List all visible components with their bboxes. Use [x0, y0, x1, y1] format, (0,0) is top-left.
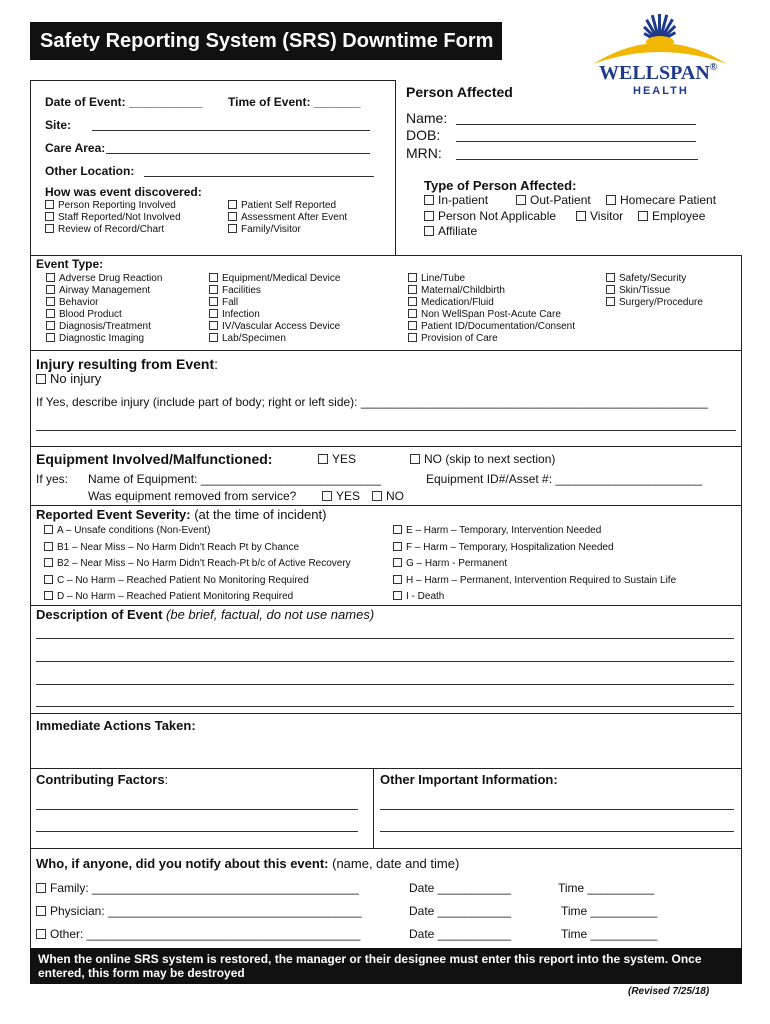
no-injury-option[interactable]: No injury [36, 371, 101, 386]
event-type-option[interactable]: Patient ID/Documentation/Consent [408, 321, 575, 333]
severity-options-left [44, 523, 351, 606]
date-of-event-label[interactable]: Date of Event: ___________ [45, 95, 203, 109]
site-label: Site: [45, 118, 72, 132]
checkbox-icon[interactable] [408, 285, 417, 294]
description-line[interactable] [36, 661, 734, 662]
severity-option[interactable]: C – No Harm – Reached Patient No Monitoring Required [44, 573, 351, 590]
name-field[interactable] [456, 124, 696, 125]
severity-option[interactable]: E – Harm – Temporary, Intervention Needed [393, 523, 676, 540]
revision-date: (Revised 7/25/18) [628, 986, 710, 997]
section-divider [30, 768, 742, 769]
section-divider [30, 713, 742, 714]
person-type-affiliate[interactable]: Affiliate [424, 224, 477, 238]
person-type-employee[interactable]: Employee [638, 209, 705, 223]
description-line[interactable] [36, 684, 734, 685]
footer-instructions: When the online SRS system is restored, the manager or their designee must enter this report into the system. Once entered, this form may be destroyed [30, 948, 742, 984]
severity-heading: Reported Event Severity: (at the time of incident) [36, 507, 327, 522]
discovered-option[interactable]: Review of Record/Chart [45, 224, 181, 236]
checkbox-icon[interactable] [46, 333, 55, 342]
contributing-line[interactable] [36, 809, 358, 810]
logo-wordmark: WELLSPAN [599, 62, 710, 84]
person-affected-heading: Person Affected [406, 84, 513, 100]
other-location-label: Other Location: [45, 164, 135, 178]
event-type-option[interactable]: Fall [209, 297, 340, 309]
logo-subtitle: HEALTH [633, 85, 689, 97]
other-info-line[interactable] [380, 831, 734, 832]
checkbox-icon[interactable] [44, 558, 53, 567]
column-divider [373, 768, 374, 848]
notify-family-row[interactable]: Family: ________________________________________ [36, 881, 359, 895]
time-of-event-label[interactable]: Time of Event: _______ [228, 95, 361, 109]
notify-other-row[interactable]: Other: _________________________________________ [36, 927, 360, 941]
event-type-option[interactable]: Diagnosis/Treatment [46, 321, 162, 333]
severity-option[interactable]: D – No Harm – Reached Patient Monitoring Required [44, 589, 351, 606]
type-of-person-heading: Type of Person Affected: [424, 178, 577, 193]
checkbox-icon[interactable] [36, 883, 46, 893]
checkbox-icon[interactable] [606, 195, 616, 205]
section-divider [30, 446, 742, 447]
registered-mark: ® [709, 62, 718, 73]
severity-options-right [393, 523, 676, 606]
immediate-actions-heading: Immediate Actions Taken: [36, 718, 196, 733]
severity-option[interactable]: H – Harm – Permanent, Intervention Required to Sustain Life [393, 573, 676, 590]
discovered-option[interactable]: Patient Self Reported [228, 200, 347, 212]
checkbox-icon[interactable] [36, 929, 46, 939]
event-type-option[interactable]: Line/Tube [408, 273, 575, 285]
checkbox-icon[interactable] [36, 374, 46, 384]
injury-description-line[interactable] [36, 430, 736, 431]
care-area-label: Care Area: [45, 141, 106, 155]
event-type-col4 [606, 273, 703, 309]
event-type-option[interactable]: Non WellSpan Post-Acute Care [408, 309, 575, 321]
severity-option[interactable]: G – Harm - Permanent [393, 556, 676, 573]
checkbox-icon[interactable] [46, 285, 55, 294]
discovered-option[interactable]: Family/Visitor [228, 224, 347, 236]
checkbox-icon[interactable] [408, 297, 417, 306]
checkbox-icon[interactable] [228, 212, 237, 221]
equipment-asset-field[interactable]: Equipment ID#/Asset #: ______________________ [426, 472, 703, 486]
description-line[interactable] [36, 706, 734, 707]
checkbox-icon[interactable] [393, 591, 402, 600]
checkbox-icon[interactable] [606, 297, 615, 306]
notify-physician-time[interactable]: Time __________ [561, 904, 658, 918]
other-location-field[interactable] [144, 176, 374, 177]
care-area-field[interactable] [106, 153, 370, 154]
person-type-outpatient[interactable]: Out-Patient [516, 193, 591, 207]
checkbox-icon[interactable] [36, 906, 46, 916]
checkbox-icon[interactable] [209, 273, 218, 282]
person-type-inpatient[interactable]: In-patient [424, 193, 488, 207]
checkbox-icon[interactable] [209, 321, 218, 330]
injury-description-field[interactable]: If Yes, describe injury (include part of body; right or left side): ____________________________________________________ [36, 395, 708, 409]
dob-field[interactable] [456, 141, 696, 142]
other-info-line[interactable] [380, 809, 734, 810]
checkbox-icon[interactable] [424, 226, 434, 236]
mrn-label: MRN: [406, 145, 442, 161]
event-type-col3 [408, 273, 575, 345]
checkbox-icon[interactable] [393, 542, 402, 551]
event-type-option[interactable]: Safety/Security [606, 273, 703, 285]
injury-heading: Injury resulting from Event: [36, 356, 219, 372]
event-type-option[interactable]: Infection [209, 309, 340, 321]
notify-family-time[interactable]: Time __________ [558, 881, 655, 895]
severity-option[interactable]: A – Unsafe conditions (Non-Event) [44, 523, 351, 540]
equipment-no-option[interactable]: NO (skip to next section) [410, 452, 555, 466]
checkbox-icon[interactable] [228, 200, 237, 209]
event-type-option[interactable]: Behavior [46, 297, 162, 309]
checkbox-icon[interactable] [44, 591, 53, 600]
notify-other-date[interactable]: Date ___________ [409, 927, 512, 941]
name-label: Name: [406, 110, 448, 126]
checkbox-icon[interactable] [45, 224, 54, 233]
person-type-visitor[interactable]: Visitor [576, 209, 623, 223]
checkbox-icon[interactable] [408, 309, 417, 318]
checkbox-icon[interactable] [393, 525, 402, 534]
removed-yes-option[interactable]: YES [322, 489, 360, 503]
checkbox-icon[interactable] [408, 333, 417, 342]
event-type-option[interactable]: Diagnostic Imaging [46, 333, 162, 345]
section-divider [30, 605, 742, 606]
checkbox-icon[interactable] [638, 211, 648, 221]
checkbox-icon[interactable] [44, 525, 53, 534]
event-type-option[interactable]: Skin/Tissue [606, 285, 703, 297]
checkbox-icon[interactable] [322, 491, 332, 501]
notify-physician-row[interactable]: Physician: ______________________________________ [36, 904, 362, 918]
severity-option[interactable]: B2 – Near Miss – No Harm Didn't Reach-Pt b/c of Active Recovery [44, 556, 351, 573]
notify-heading: Who, if anyone, did you notify about this event: (name, date and time) [36, 856, 460, 871]
checkbox-icon[interactable] [606, 273, 615, 282]
checkbox-icon[interactable] [393, 575, 402, 584]
event-type-heading: Event Type: [36, 257, 104, 271]
discovered-options-left [45, 200, 181, 236]
severity-option[interactable]: B1 – Near Miss – No Harm Didn't Reach Pt by Chance [44, 540, 351, 557]
description-line[interactable] [36, 638, 734, 639]
checkbox-icon[interactable] [209, 309, 218, 318]
checkbox-icon[interactable] [228, 224, 237, 233]
checkbox-icon[interactable] [44, 542, 53, 551]
checkbox-icon[interactable] [209, 285, 218, 294]
dob-label: DOB: [406, 127, 441, 143]
checkbox-icon[interactable] [410, 454, 420, 464]
notify-family-date[interactable]: Date ___________ [409, 881, 512, 895]
discovered-options-right [228, 200, 347, 236]
checkbox-icon[interactable] [209, 297, 218, 306]
person-type-homecare[interactable]: Homecare Patient [606, 193, 716, 207]
checkbox-icon[interactable] [393, 558, 402, 567]
mrn-field[interactable] [456, 159, 698, 160]
checkbox-icon[interactable] [606, 285, 615, 294]
checkbox-icon[interactable] [45, 200, 54, 209]
checkbox-icon[interactable] [46, 273, 55, 282]
checkbox-icon[interactable] [516, 195, 526, 205]
severity-option[interactable]: I - Death [393, 589, 676, 606]
discovered-option[interactable]: Assessment After Event [228, 212, 347, 224]
checkbox-icon[interactable] [46, 309, 55, 318]
event-type-option[interactable]: Provision of Care [408, 333, 575, 345]
immediate-actions-field[interactable] [36, 735, 734, 765]
if-yes-label: If yes: [36, 472, 69, 486]
section-divider [30, 848, 742, 849]
removed-no-option[interactable]: NO [372, 489, 404, 503]
event-type-option[interactable]: Facilities [209, 285, 340, 297]
event-type-col1 [46, 273, 162, 345]
form-title: Safety Reporting System (SRS) Downtime Form [30, 22, 502, 60]
checkbox-icon[interactable] [209, 333, 218, 342]
checkbox-icon[interactable] [408, 273, 417, 282]
event-type-option[interactable]: Airway Management [46, 285, 162, 297]
checkbox-icon[interactable] [318, 454, 328, 464]
event-type-option[interactable]: Blood Product [46, 309, 162, 321]
wellspan-logo [585, 12, 735, 102]
checkbox-icon[interactable] [46, 297, 55, 306]
notify-physician-date[interactable]: Date ___________ [409, 904, 512, 918]
section-divider [30, 505, 742, 506]
event-type-option[interactable]: Lab/Specimen [209, 333, 340, 345]
contributing-line[interactable] [36, 831, 358, 832]
discovered-option[interactable]: Person Reporting Involved [45, 200, 181, 212]
discovered-heading: How was event discovered: [45, 185, 202, 199]
description-heading: Description of Event (be brief, factual, do not use names) [36, 607, 375, 622]
checkbox-icon[interactable] [372, 491, 382, 501]
event-type-option[interactable]: Medication/Fluid [408, 297, 575, 309]
person-type-not-applicable[interactable]: Person Not Applicable [424, 209, 556, 223]
checkbox-icon[interactable] [44, 575, 53, 584]
severity-option[interactable]: F – Harm – Temporary, Hospitalization Needed [393, 540, 676, 557]
notify-other-time[interactable]: Time __________ [561, 927, 658, 941]
equipment-heading: Equipment Involved/Malfunctioned: [36, 451, 273, 467]
checkbox-icon[interactable] [424, 211, 434, 221]
event-type-col2 [209, 273, 340, 345]
contributing-factors-heading: Contributing Factors: [36, 772, 169, 787]
checkbox-icon[interactable] [46, 321, 55, 330]
other-info-heading: Other Important Information: [380, 772, 558, 787]
event-type-option[interactable]: Maternal/Childbirth [408, 285, 575, 297]
equipment-name-field[interactable]: Name of Equipment: ___________________________ [88, 472, 381, 486]
event-type-option[interactable]: Surgery/Procedure [606, 297, 703, 309]
checkbox-icon[interactable] [45, 212, 54, 221]
event-type-option[interactable]: Equipment/Medical Device [209, 273, 340, 285]
checkbox-icon[interactable] [576, 211, 586, 221]
equipment-yes-option[interactable]: YES [318, 452, 356, 466]
equipment-removed-label: Was equipment removed from service? [88, 489, 297, 503]
site-field[interactable] [92, 130, 370, 131]
checkbox-icon[interactable] [408, 321, 417, 330]
event-type-option[interactable]: Adverse Drug Reaction [46, 273, 162, 285]
event-type-option[interactable]: IV/Vascular Access Device [209, 321, 340, 333]
discovered-option[interactable]: Staff Reported/Not Involved [45, 212, 181, 224]
checkbox-icon[interactable] [424, 195, 434, 205]
